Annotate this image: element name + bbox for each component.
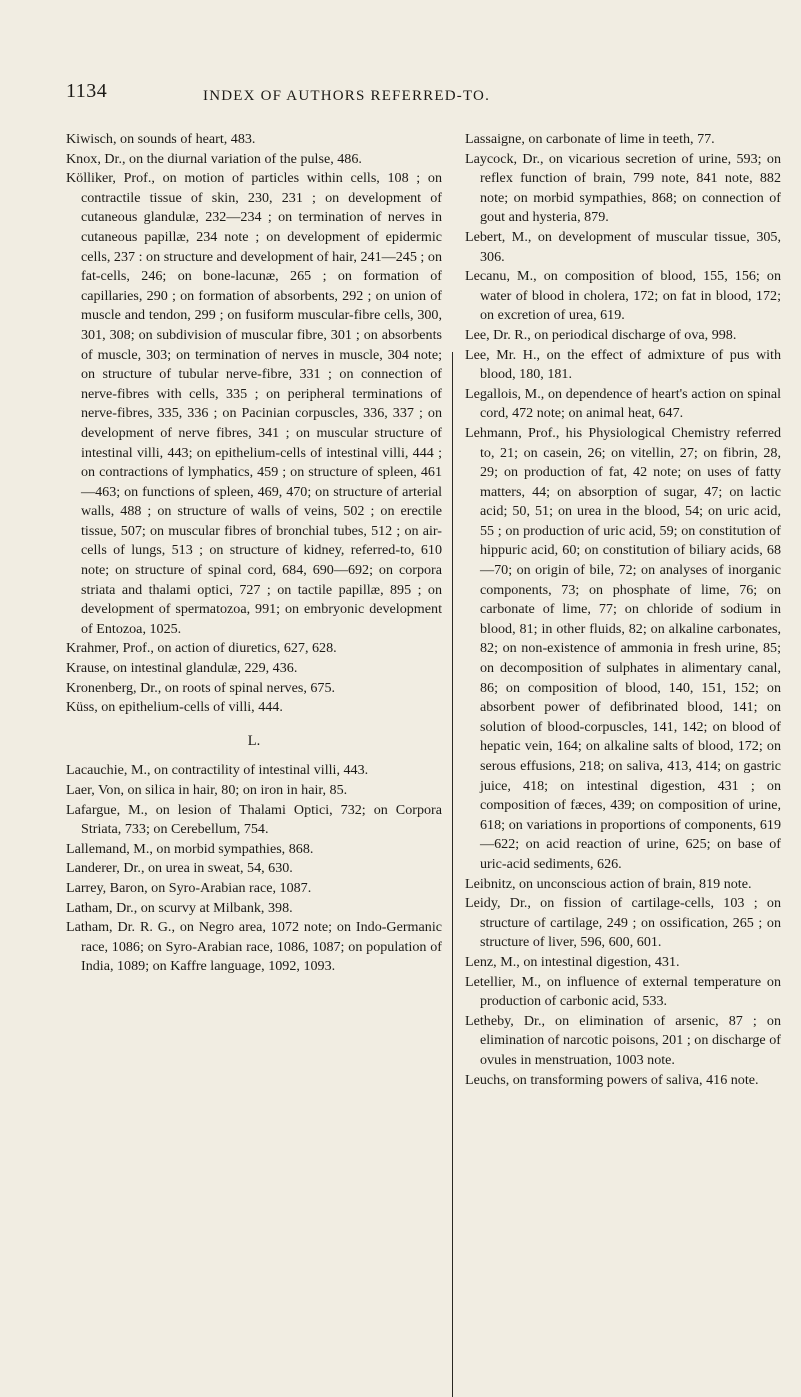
index-entry: Laycock, Dr., on vicarious secretion of urine, 593; on reflex function of brain, 799 note, 841 note, 882 note; on morbid sympathies, 868; on connection of gout and hysteria, 879. [465, 150, 781, 226]
index-entry: Latham, Dr., on scurvy at Milbank, 398. [66, 899, 293, 916]
index-entry: Lafargue, M., on lesion of Thalami Optici, 732; on Corpora Striata, 733; on Cerebellum, 754. [66, 801, 442, 838]
index-entry: Leidy, Dr., on fission of cartilage-cells, 103 ; on structure of cartilage, 249 ; on ossification, 265 ; on structure of liver, 596, 600, 601. [465, 895, 781, 951]
index-entry: Leuchs, on transforming powers of saliva, 416 note. [465, 1071, 759, 1088]
column-divider [452, 352, 453, 1397]
index-entry: Lecanu, M., on composition of blood, 155, 156; on water of blood in cholera, 172; on fat in blood, 172; on excretion of urea, 619. [465, 268, 781, 324]
index-entry: Krahmer, Prof., on action of diuretics, 627, 628. [66, 640, 337, 657]
index-entry: Kölliker, Prof., on motion of particles within cells, 108 ; on contractile tissue of skin, 230, 231 ; on development of cutaneous glandulæ, 232—234 ; on termination of nerves in cutaneous papillæ, 234 note ; on development of epidermic cells, 237 : on structure and development of hair, 241—245 ; on fat-cells, 246; on bone-lacunæ, 265 ; on formation of capillaries, 290 ; on formation of absorbents, 292 ; on union of muscle and tendon, 299 ; on fusiform muscular-fibre cells, 300, 301, 308; on subdivision of muscular fibre, 301 ; on absorbents of muscle, 303; on termination of nerves in muscle, 304 note; on structure of tubular nerve-fibre, 331 ; on connection of nerve-fibres with cells, 335 ; on peripheral terminations of nerve-fibres, 335, 336 ; on Pacinian corpuscles, 336, 337 ; on development of nerve fibres, 341 ; on muscular structure of intestinal villi, 443; on epithelium-cells of intestinal villi, 444 ; on contractions of lymphatics, 459 ; on structure of spleen, 461—463; on functions of spleen, 469, 470; on structure of arterial walls, 488 ; on structure of walls of veins, 502 ; on erectile tissue, 507; on muscular fibres of bronchial tubes, 512 ; on air-cells of lungs, 513 ; on structure of kidney, referred-to, 610 note; on structure of spinal cord, 684, 690—692; on corpora striata and thalami optici, 727 ; on tactile papillæ, 895 ; on development of spermatozoa, 991; on embryonic development of Entozoa, 1025. [66, 170, 442, 637]
index-entry: Lenz, M., on intestinal digestion, 431. [465, 953, 680, 970]
index-entry: Lacauchie, M., on contractility of intestinal villi, 443. [66, 762, 369, 779]
running-head: INDEX OF AUTHORS REFERRED-TO. [203, 88, 491, 104]
index-entry: Knox, Dr., on the diurnal variation of the pulse, 486. [66, 150, 362, 167]
index-entry: Leibnitz, on unconscious action of brain, 819 note. [465, 875, 752, 892]
index-entry: Letellier, M., on influence of external temperature on production of carbonic acid, 533. [465, 973, 781, 1010]
index-entry: Lee, Mr. H., on the effect of admixture of pus with blood, 180, 181. [465, 346, 781, 383]
index-entry: Kiwisch, on sounds of heart, 483. [66, 131, 256, 147]
index-entry: Lebert, M., on development of muscular tissue, 305, 306. [465, 228, 781, 265]
index-entry: Krause, on intestinal glandulæ, 229, 436. [66, 660, 298, 677]
index-entry: Letheby, Dr., on elimination of arsenic, 87 ; on elimination of narcotic poisons, 201 ; on discharge of ovules in menstruation, 1003 note. [465, 1012, 781, 1068]
left-column [66, 130, 442, 977]
page-number: 1134 [66, 80, 108, 102]
index-entry: Laer, Von, on silica in hair, 80; on iron in hair, 85. [66, 782, 348, 798]
section-letter: L. [247, 732, 261, 749]
index-entry: Lehmann, Prof., his Physiological Chemistry referred to, 21; on casein, 26; on vitellin, 27; on fibrin, 28, 29; on production of fat, 42 note; on uses of fatty matters, 44; on absorption of sugar, 47; on lactic acid; 50, 51; on urea in the blood, 54; on uric acid, 55 ; on production of uric acid, 59; on constitution of hippuric acid, 60; on constitution of biliary acids, 68—70; on origin of bile, 72; on analyses of inorganic components, 73; on phosphate of lime, 76; on carbonate of lime, 77; on chloride of sodium in blood, 81; in other fluids, 82; on alkaline carbonates, 82; on non-existence of ammonia in fresh urine, 85; on decomposition of sulphates in alimentary canal, 86; on composition of blood, 140, 151, 152; on absorbent power of defibrinated blood, 141; on solution of blood-corpuscles, 141, 142; on blood of hepatic vein, 164; on alkaline salts of blood, 172; on serous effusions, 218; on saliva, 413, 414; on gastric juice, 418; on intestinal digestion, 431 ; on composition of fæces, 439; on composition of urine, 618; on variations in proportions of components, 619—622; on acid reaction of urine, 625; on base of uric-acid sediments, 626. [465, 424, 781, 872]
index-entry: Legallois, M., on dependence of heart's action on spinal cord, 472 note; on animal heat, 647. [465, 385, 781, 422]
index-entry: Latham, Dr. R. G., on Negro area, 1072 note; on Indo-Germanic race, 1086; on Syro-Arabian race, 1086, 1087; on population of India, 1089; on Kaffre language, 1092, 1093. [66, 919, 442, 975]
index-entry: Lee, Dr. R., on periodical discharge of ova, 998. [465, 326, 737, 343]
index-entry: Landerer, Dr., on urea in sweat, 54, 630. [66, 860, 293, 877]
right-column [465, 130, 781, 1090]
index-entry: Küss, on epithelium-cells of villi, 444. [66, 699, 283, 716]
index-entry: Kronenberg, Dr., on roots of spinal nerves, 675. [66, 679, 336, 696]
index-entry: Lassaigne, on carbonate of lime in teeth, 77. [465, 131, 715, 147]
index-entry: Lallemand, M., on morbid sympathies, 868. [66, 840, 314, 857]
index-entry: Larrey, Baron, on Syro-Arabian race, 1087. [66, 879, 312, 896]
